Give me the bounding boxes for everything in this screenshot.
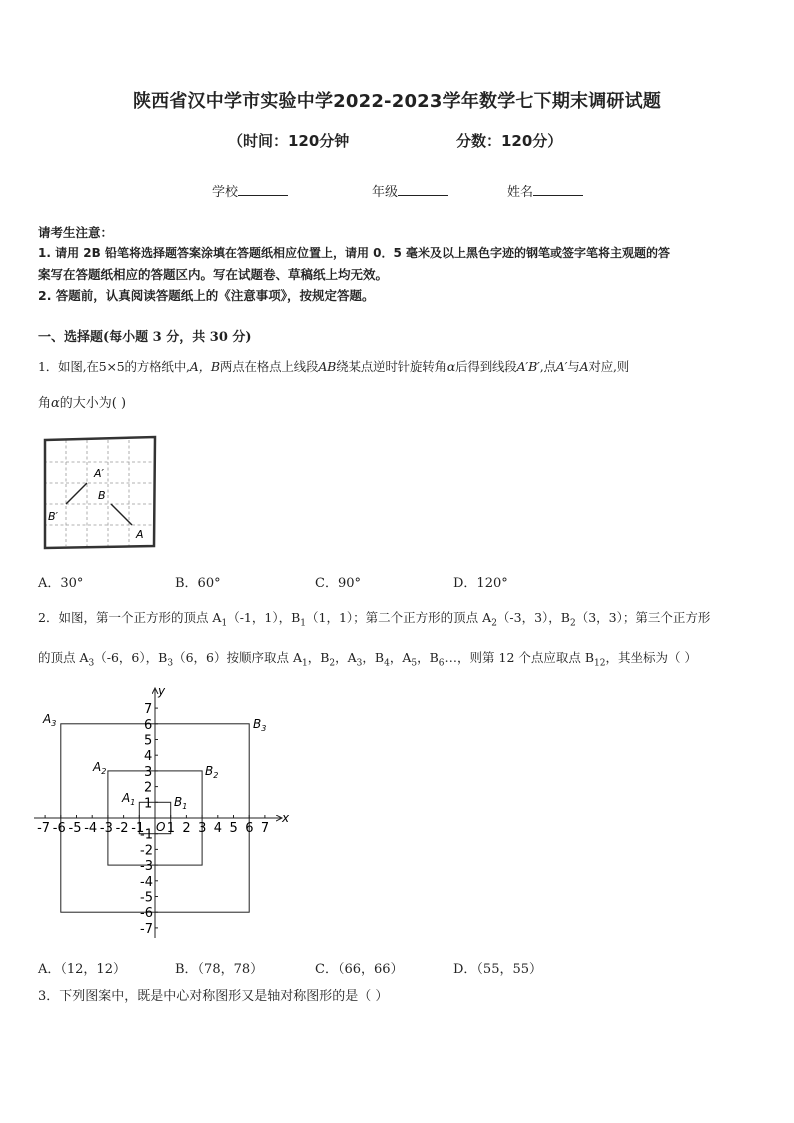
q2-option-c[interactable]: C．（66，66）	[315, 962, 404, 977]
notice-line-3: 2. 答题前，认真阅读答题纸上的《注意事项》，按规定答题。	[38, 288, 375, 303]
q1-option-a[interactable]: A．30°	[38, 576, 84, 591]
segment-a-prime-b-prime	[66, 483, 87, 504]
school-label: 学校	[212, 185, 239, 200]
y-tick-label: 5	[144, 733, 153, 749]
x-tick-label: 1	[166, 821, 175, 836]
grade-blank[interactable]	[398, 183, 448, 196]
x-tick-label: 4	[213, 821, 223, 836]
notice-heading: 请考生注意：	[38, 225, 114, 240]
y-tick-label: -2	[140, 843, 153, 859]
y-tick-label: -4	[140, 874, 153, 890]
y-tick-label: 3	[144, 764, 153, 780]
question-1-text: 1．如图,在5×5的方格纸中,A，B两点在格点上线段AB绕某点逆时针旋转角α后得到线段A′B′,点A′与A对应,则	[38, 359, 630, 374]
y-tick-label: 6	[144, 717, 153, 733]
q2-option-a[interactable]: A．（12，12）	[38, 962, 126, 977]
y-tick-label: -6	[140, 906, 153, 922]
question-3-text: 3．下列图案中，既是中心对称图形又是轴对称图形的是（ ）	[38, 989, 389, 1004]
q1-option-c[interactable]: C．90°	[315, 576, 361, 591]
notice-line-1: 1. 请用 2B 铅笔将选择题答案涂填在答题纸相应位置上，请用 0．5 毫米及以上黑色字迹的钢笔或签字笔将主观题的答	[38, 246, 670, 260]
label-a-prime: A′	[94, 467, 105, 480]
question-1-text-line-2: 角α的大小为( )	[38, 396, 127, 411]
q2-option-b[interactable]: B．（78，78）	[175, 962, 264, 977]
exam-score: 分数：120分）	[456, 132, 563, 150]
y-tick-label: 1	[144, 796, 153, 812]
y-tick-label: -3	[140, 859, 153, 875]
y-tick-label: 2	[144, 780, 153, 796]
x-tick-label: -3	[99, 821, 113, 836]
name-label: 姓名	[507, 185, 534, 200]
x-tick-label: -1	[131, 821, 145, 836]
grade-label: 年级	[372, 185, 399, 200]
label-a1: $A_1$	[122, 791, 136, 807]
y-tick-label: -7	[140, 921, 153, 937]
question-2-text: 2．如图，第一个正方形的顶点 $A_1(-1$，1），$B_1(1$，1）；第二个正方形的顶点 $A_2(-3$，3），$B_2(3$，3）；第三个正方形	[38, 610, 711, 629]
grade-field[interactable]	[372, 181, 448, 200]
label-a: A	[136, 528, 144, 541]
name-field[interactable]	[507, 181, 583, 200]
question-2-text-line-2: 的顶点 $A_3(-6$，6），$B_3(6$，6）按顺序取点 $A_1$，$B_2$，$A_3$，$B_4$，$A_5$，$B_6\dots$，则第 12 个点应取点 $B_{12}$，其坐标为（ ）	[38, 650, 697, 669]
label-b1: $B_1$	[174, 795, 188, 811]
notice-line-2: 案写在答题纸相应的答题区内。写在试题卷、草稿纸上均无效。	[38, 267, 389, 282]
y-tick-labels	[140, 702, 153, 937]
q1-option-d[interactable]: D．120°	[453, 576, 508, 591]
y-tick-label: 4	[144, 749, 153, 765]
label-b-prime: B′	[48, 510, 59, 523]
x-tick-label: 6	[245, 821, 254, 836]
q1-option-b[interactable]: B．60°	[175, 576, 221, 591]
label-b3: $B_3$	[253, 717, 267, 733]
x-tick-label: 3	[198, 821, 207, 836]
y-tick-label: 7	[144, 702, 153, 718]
school-field[interactable]	[212, 181, 288, 200]
name-blank[interactable]	[533, 183, 583, 196]
x-tick-label: -7	[37, 821, 51, 836]
question-1-figure	[38, 432, 162, 556]
y-tick-label: -5	[140, 890, 153, 906]
y-tick-label: -1	[140, 827, 153, 843]
label-a2: $A_2$	[93, 760, 107, 776]
origin-label: O	[156, 820, 166, 834]
page-title: 陕西省汉中学市实验中学2022-2023学年数学七下期末调研试题	[132, 91, 662, 112]
question-2-figure	[30, 682, 300, 944]
school-blank[interactable]	[238, 183, 288, 196]
exam-time: （时间：120分钟	[228, 132, 350, 150]
x-tick-label: -5	[68, 821, 82, 836]
x-tick-label: 2	[182, 821, 191, 836]
section-heading: 一、选择题(每小题 3 分，共 30 分)	[38, 330, 252, 345]
label-b: B	[98, 489, 106, 502]
label-b2: $B_2$	[205, 764, 219, 780]
x-tick-label: -4	[84, 821, 98, 836]
x-tick-label: 7	[260, 821, 270, 836]
x-tick-label: -2	[115, 821, 129, 836]
label-a3: $A_3$	[43, 712, 57, 728]
q2-option-d[interactable]: D．（55，55）	[453, 962, 543, 977]
x-tick-label: -6	[52, 821, 66, 836]
y-axis-label: y	[158, 684, 166, 698]
x-tick-label: 5	[229, 821, 238, 836]
x-axis-label: x	[282, 811, 290, 825]
